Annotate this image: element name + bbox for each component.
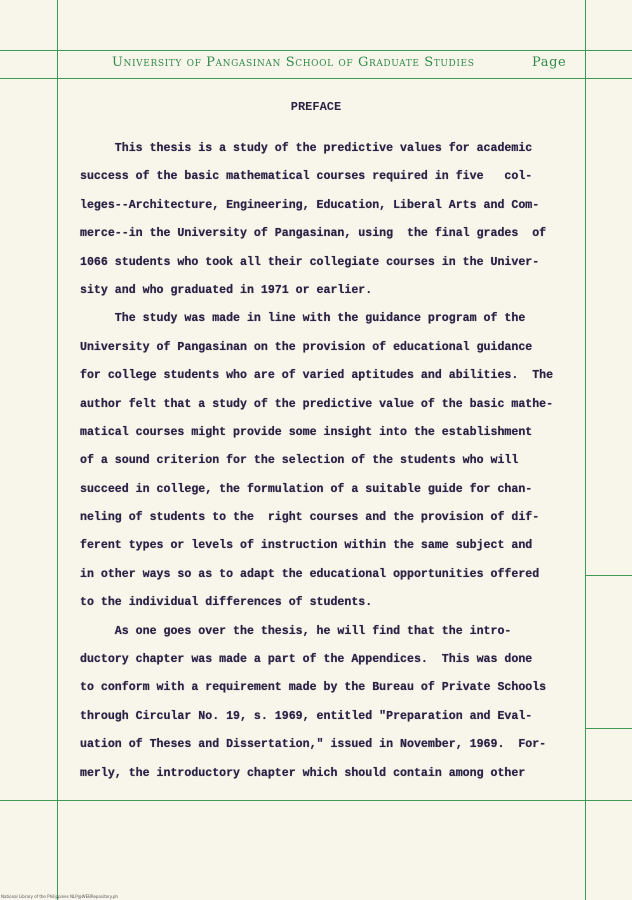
text-line: The study was made in line with the guidance program of the bbox=[80, 312, 526, 326]
text-line: to conform with a requirement made by the Bureau of Private Schools bbox=[80, 681, 547, 695]
text-line: uation of Theses and Dissertation," issued in November, 1969. For- bbox=[80, 738, 547, 752]
text-line: neling of students to the right courses and the provision of dif- bbox=[80, 511, 540, 525]
text-line: in other ways so as to adapt the educational opportunities offered bbox=[80, 567, 540, 581]
right-margin-tick-1 bbox=[585, 575, 632, 576]
letterhead-title: University of Pangasinan School of Graduate Studies bbox=[112, 55, 475, 70]
margin-line-right bbox=[585, 0, 586, 900]
text-line: sity and who graduated in 1971 or earlier. bbox=[80, 283, 373, 297]
text-line: merly, the introductory chapter which should contain among other bbox=[80, 766, 526, 780]
section-title: PREFACE bbox=[290, 100, 342, 114]
preface-body bbox=[80, 142, 580, 795]
text-line: for college students who are of varied aptitudes and abilities. The bbox=[80, 369, 554, 383]
text-line: ferent types or levels of instruction within the same subject and bbox=[80, 539, 533, 553]
repository-footer: National Library of the Philippines NLP@WEBRepository.ph bbox=[1, 894, 118, 899]
text-line: success of the basic mathematical courses required in five col- bbox=[80, 170, 533, 184]
text-line: merce--in the University of Pangasinan, using the final grades of bbox=[80, 227, 547, 241]
bottom-rule bbox=[0, 800, 632, 801]
text-line: This thesis is a study of the predictive values for academic bbox=[80, 142, 533, 155]
header-rule-bottom bbox=[0, 78, 632, 79]
text-line: matical courses might provide some insight into the establishment bbox=[80, 425, 533, 439]
text-line: ductory chapter was made a part of the Appendices. This was done bbox=[80, 653, 533, 667]
text-line: University of Pangasinan on the provision of educational guidance bbox=[80, 340, 533, 354]
page-label: Page bbox=[532, 55, 567, 70]
margin-line-left bbox=[57, 0, 58, 900]
text-line: author felt that a study of the predictive value of the basic mathe- bbox=[80, 397, 554, 411]
right-margin-tick-2 bbox=[585, 728, 632, 729]
text-line: As one goes over the thesis, he will find that the intro- bbox=[80, 624, 512, 638]
letterhead bbox=[112, 55, 572, 75]
text-line: to the individual differences of students. bbox=[80, 596, 373, 610]
text-line: leges--Architecture, Engineering, Education, Liberal Arts and Com- bbox=[80, 198, 540, 212]
text-line: of a sound criterion for the selection of the students who will bbox=[80, 454, 519, 468]
text-line: 1066 students who took all their collegiate courses in the Univer- bbox=[80, 255, 540, 269]
text-line: succeed in college, the formulation of a suitable guide for chan- bbox=[80, 482, 533, 496]
header-rule-top bbox=[0, 50, 632, 51]
text-line: through Circular No. 19, s. 1969, entitled "Preparation and Eval- bbox=[80, 709, 533, 723]
